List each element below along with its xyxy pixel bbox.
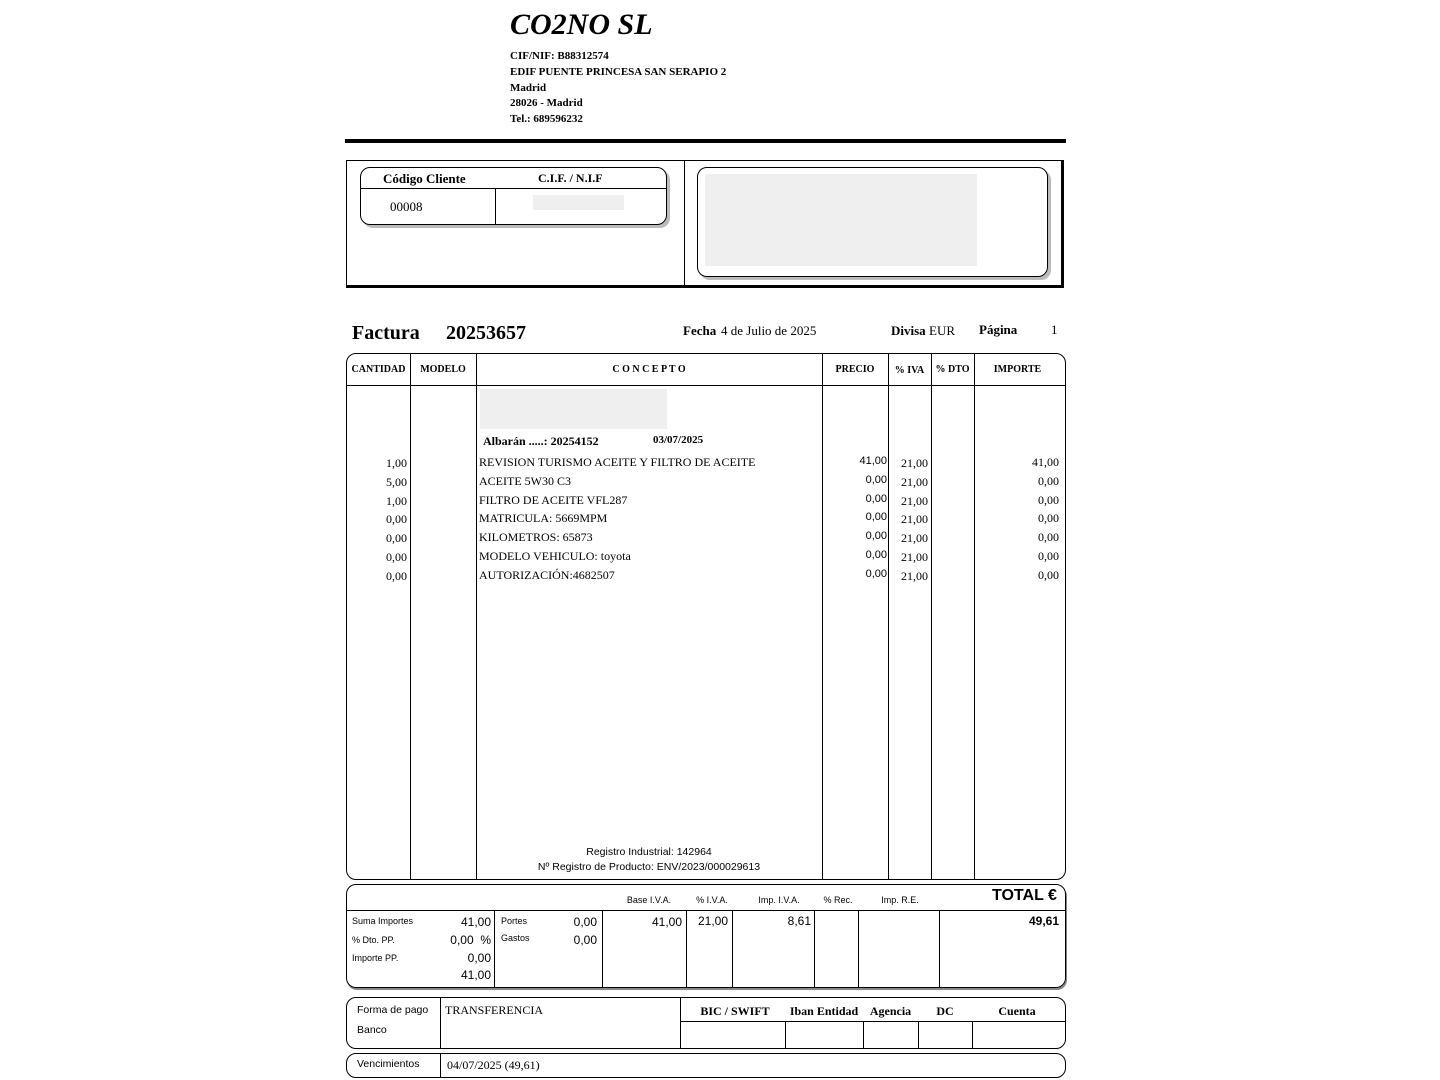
importe-pp-label: Importe PP. bbox=[352, 953, 399, 963]
row-concepto: AUTORIZACIÓN:4682507 bbox=[479, 568, 615, 582]
concept-redacted bbox=[480, 389, 667, 429]
gastos-value: 0,00 bbox=[573, 933, 597, 947]
header-precio: PRECIO bbox=[835, 364, 875, 375]
row-precio: 0,00 bbox=[865, 530, 887, 542]
company-address: EDIF PUENTE PRINCESA SAN SERAPIO 2 bbox=[510, 66, 727, 78]
company-city: Madrid bbox=[510, 82, 547, 94]
invoice-label: Factura bbox=[352, 322, 420, 344]
header-concepto: C O N C E P T O bbox=[612, 364, 686, 375]
row-concepto: REVISION TURISMO ACEITE Y FILTRO DE ACEITE bbox=[479, 455, 756, 469]
total-label: TOTAL € bbox=[992, 887, 1057, 904]
company-name: CO2NO SL bbox=[510, 8, 653, 41]
invoice-currency-label: Divisa bbox=[891, 323, 926, 338]
row-iva: 21,00 bbox=[901, 475, 928, 489]
row-cantidad: 0,00 bbox=[386, 550, 407, 564]
row-importe: 0,00 bbox=[1038, 549, 1059, 563]
bic-label: BIC / SWIFT bbox=[700, 1004, 770, 1018]
row-cantidad: 1,00 bbox=[386, 456, 407, 470]
forma-pago-value: TRANSFERENCIA bbox=[445, 1003, 544, 1017]
portes-label: Portes bbox=[501, 916, 528, 926]
header-iva: % IVA bbox=[894, 365, 925, 376]
row-importe: 0,00 bbox=[1038, 568, 1059, 582]
header-importe: IMPORTE bbox=[993, 364, 1042, 375]
dto-value: 0,00 % bbox=[450, 933, 491, 947]
base-iva-value: 41,00 bbox=[651, 915, 682, 929]
header-cantidad: CANTIDAD bbox=[351, 364, 406, 375]
imp-iva-value: 8,61 bbox=[787, 914, 811, 928]
forma-pago-label: Forma de pago bbox=[357, 1004, 429, 1016]
invoice-date: 4 de Julio de 2025 bbox=[721, 323, 817, 338]
cuenta-label: Cuenta bbox=[998, 1004, 1036, 1018]
row-concepto: ACEITE 5W30 C3 bbox=[479, 474, 571, 488]
header-dto: % DTO bbox=[935, 364, 970, 375]
row-concepto: FILTRO DE ACEITE VFL287 bbox=[479, 493, 628, 507]
albaran-date: 03/07/2025 bbox=[653, 434, 704, 446]
invoice-page: 1 bbox=[1051, 322, 1058, 337]
banco-label: Banco bbox=[357, 1024, 387, 1036]
iban-label: Iban Entidad bbox=[789, 1004, 859, 1018]
subtotal-value: 41,00 bbox=[460, 968, 491, 982]
items-table bbox=[346, 353, 1066, 880]
company-cif: CIF/NIF: B88312574 bbox=[510, 50, 609, 62]
row-importe: 0,00 bbox=[1038, 474, 1059, 488]
row-precio: 0,00 bbox=[865, 549, 887, 561]
vencimientos-value: 04/07/2025 (49,61) bbox=[447, 1058, 540, 1072]
registro-industrial: Registro Industrial: 142964 bbox=[586, 846, 712, 858]
imp-re-label: Imp. R.E. bbox=[881, 895, 919, 905]
suma-label: Suma Importes bbox=[352, 916, 414, 926]
row-importe: 0,00 bbox=[1038, 511, 1059, 525]
base-iva-label: Base I.V.A. bbox=[626, 895, 672, 905]
pct-rec-label: % Rec. bbox=[823, 895, 853, 905]
invoice-page-label: Página bbox=[979, 322, 1018, 337]
row-precio: 0,00 bbox=[865, 568, 887, 580]
row-iva: 21,00 bbox=[901, 569, 928, 583]
invoice-number: 20253657 bbox=[446, 322, 526, 344]
row-importe: 0,00 bbox=[1038, 493, 1059, 507]
agencia-label: Agencia bbox=[869, 1004, 912, 1018]
row-cantidad: 0,00 bbox=[386, 569, 407, 583]
portes-value: 0,00 bbox=[573, 915, 597, 929]
row-concepto: KILOMETROS: 65873 bbox=[479, 530, 593, 544]
row-iva: 21,00 bbox=[901, 550, 928, 564]
header-modelo: MODELO bbox=[420, 364, 466, 375]
dc-label: DC bbox=[936, 1004, 954, 1018]
row-precio: 41,00 bbox=[859, 455, 887, 467]
row-concepto: MATRICULA: 5669MPM bbox=[479, 511, 608, 525]
importe-pp-value: 0,00 bbox=[467, 951, 491, 965]
total-value: 49,61 bbox=[1028, 914, 1059, 928]
row-concepto: MODELO VEHICULO: toyota bbox=[479, 549, 631, 563]
pct-iva-value: 21,00 bbox=[697, 914, 728, 928]
row-importe: 0,00 bbox=[1038, 530, 1059, 544]
client-code: 00008 bbox=[390, 199, 423, 214]
client-cif-label: C.I.F. / N.I.F bbox=[538, 171, 603, 185]
dto-label: % Dto. PP. bbox=[352, 935, 395, 945]
header-divider bbox=[345, 139, 1066, 143]
albaran-label: Albarán .....: 20254152 bbox=[483, 434, 599, 448]
client-address-redacted bbox=[705, 174, 977, 266]
row-iva: 21,00 bbox=[901, 512, 928, 526]
row-iva: 21,00 bbox=[901, 494, 928, 508]
row-cantidad: 1,00 bbox=[386, 494, 407, 508]
registro-producto: Nº Registro de Producto: ENV/2023/000029613 bbox=[537, 861, 761, 873]
row-precio: 0,00 bbox=[865, 511, 887, 523]
suma-value: 41,00 bbox=[460, 915, 491, 929]
vencimientos-label: Vencimientos bbox=[357, 1058, 420, 1070]
row-cantidad: 0,00 bbox=[386, 512, 407, 526]
imp-iva-label: Imp. I.V.A. bbox=[758, 895, 800, 905]
invoice-currency: EUR bbox=[929, 323, 955, 338]
company-postal: 28026 - Madrid bbox=[510, 97, 583, 109]
pct-iva-label: % I.V.A. bbox=[696, 895, 728, 905]
client-code-label: Código Cliente bbox=[383, 171, 466, 186]
row-iva: 21,00 bbox=[901, 531, 928, 545]
client-cif-redacted bbox=[533, 195, 624, 210]
row-cantidad: 0,00 bbox=[386, 531, 407, 545]
row-cantidad: 5,00 bbox=[386, 475, 407, 489]
row-precio: 0,00 bbox=[865, 493, 887, 505]
row-precio: 0,00 bbox=[865, 474, 887, 486]
company-phone: Tel.: 689596232 bbox=[510, 113, 583, 125]
invoice-date-label: Fecha bbox=[683, 323, 717, 338]
row-importe: 41,00 bbox=[1032, 455, 1059, 469]
gastos-label: Gastos bbox=[501, 933, 530, 943]
row-iva: 21,00 bbox=[901, 456, 928, 470]
